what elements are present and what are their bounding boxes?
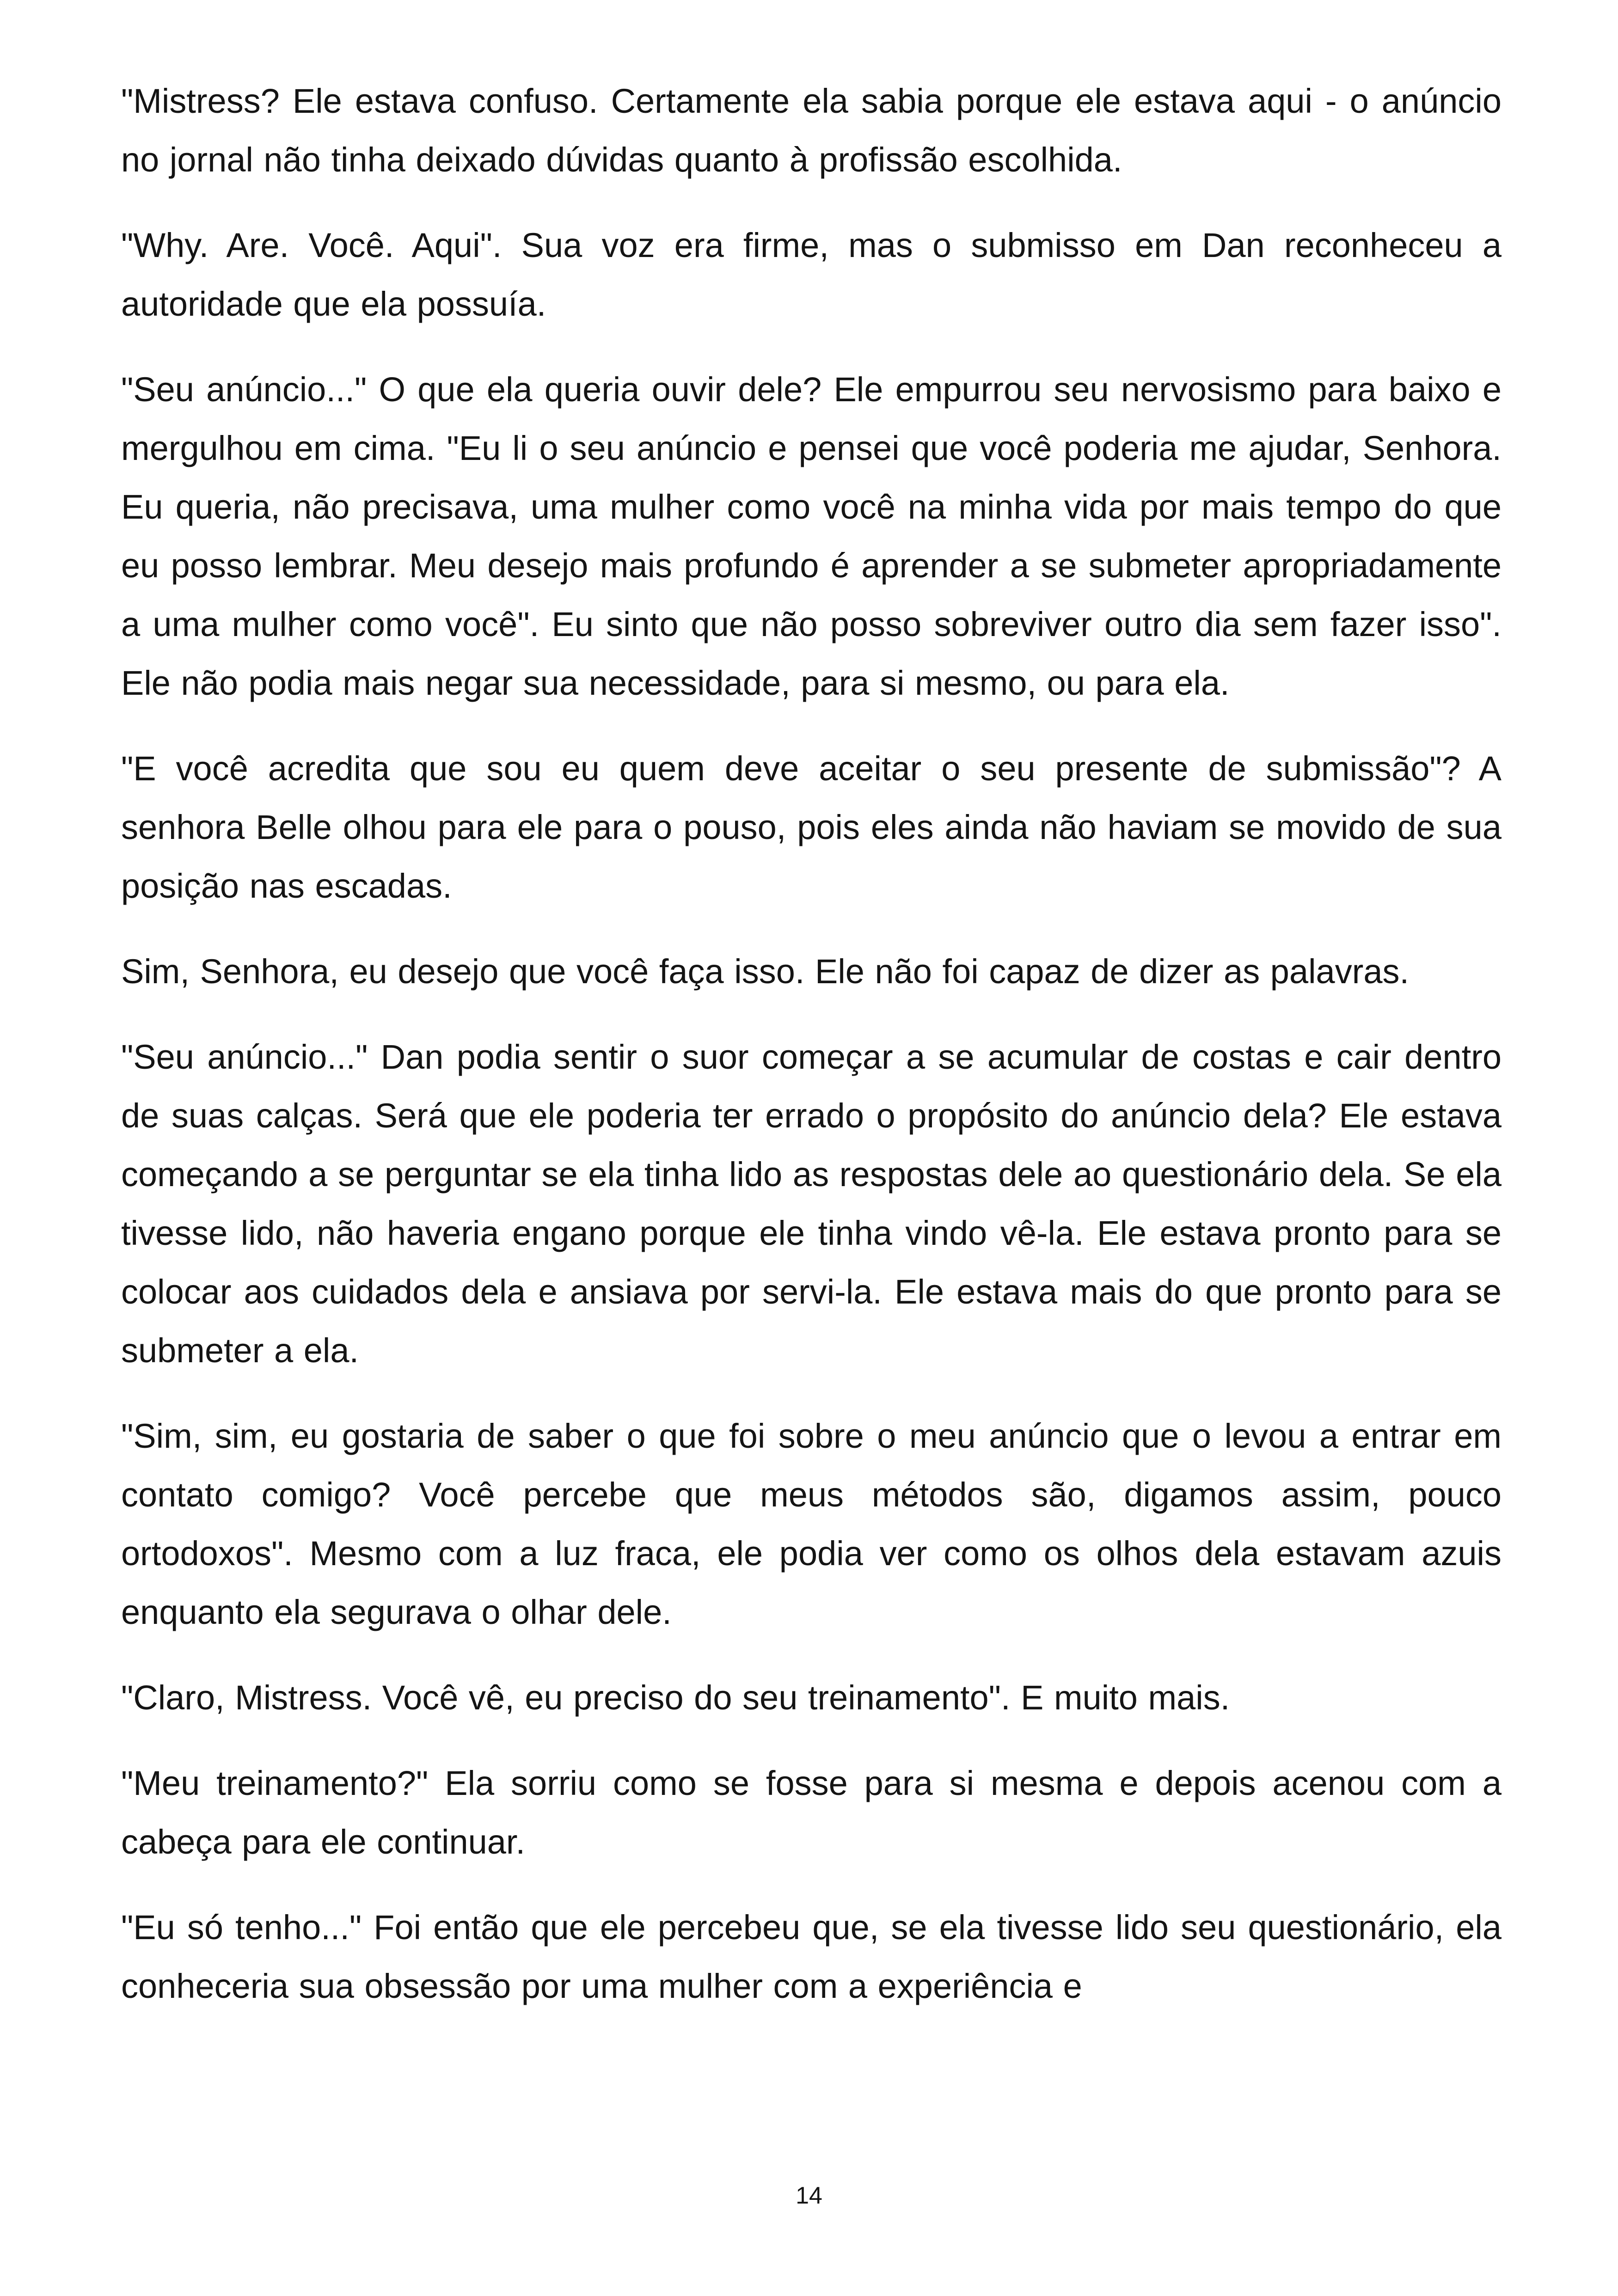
paragraph: Sim, Senhora, eu desejo que você faça isso. Ele não foi capaz de dizer as palavras. — [121, 952, 1410, 991]
paragraph: "Claro, Mistress. Você vê, eu preciso do seu treinamento". E muito mais. — [121, 1678, 1230, 1717]
paragraph: "Why. Are. Você. Aqui". Sua voz era firme, mas o submisso em Dan reconheceu a autoridade que ela possuía. — [121, 226, 1502, 323]
page-number: 14 — [796, 2182, 822, 2209]
paragraph: "Meu treinamento?" Ela sorriu como se fosse para si mesma e depois acenou com a cabeça para ele continuar. — [121, 1764, 1502, 1861]
paragraph: "Eu só tenho..." Foi então que ele percebeu que, se ela tivesse lido seu questionário, ela conheceria sua obsessão por uma mulher com a experiência e — [121, 1908, 1502, 2005]
body-text — [121, 72, 1502, 2042]
paragraph: "Mistress? Ele estava confuso. Certamente ela sabia porque ele estava aqui - o anúncio no jornal não tinha deixado dúvidas quanto à profissão escolhida. — [121, 82, 1502, 179]
paragraph: "Seu anúncio..." O que ela queria ouvir dele? Ele empurrou seu nervosismo para baixo e mergulhou em cima. "Eu li o seu anúncio e pensei que você poderia me ajudar, Senhora. Eu queria, não precisava, uma mulher como você na minha vida por mais tempo do que eu posso lembrar. Meu desejo mais profundo é aprender a se submeter apropriadamente a uma mulher como você". Eu sinto que não posso sobreviver outro dia sem fazer isso". Ele não podia mais negar sua necessidade, para si mesmo, ou para ela. — [121, 370, 1502, 702]
paragraph: "Sim, sim, eu gostaria de saber o que foi sobre o meu anúncio que o levou a entrar em contato comigo? Você percebe que meus métodos são, digamos assim, pouco ortodoxos". Mesmo com a luz fraca, ele podia ver como os olhos dela estavam azuis enquanto ela segurava o olhar dele. — [121, 1417, 1502, 1631]
paragraph: "E você acredita que sou eu quem deve aceitar o seu presente de submissão"? A senhora Belle olhou para ele para o pouso, pois eles ainda não haviam se movido de sua posição nas escadas. — [121, 749, 1502, 905]
paragraph: "Seu anúncio..." Dan podia sentir o suor começar a se acumular de costas e cair dentro de suas calças. Será que ele poderia ter errado o propósito do anúncio dela? Ele estava começando a se perguntar se ela tinha lido as respostas dele ao questionário dela. Se ela tivesse lido, não haveria engano porque ele tinha vindo vê-la. Ele estava pronto para se colocar aos cuidados dela e ansiava por servi-la. Ele estava mais do que pronto para se submeter a ela. — [121, 1038, 1502, 1370]
